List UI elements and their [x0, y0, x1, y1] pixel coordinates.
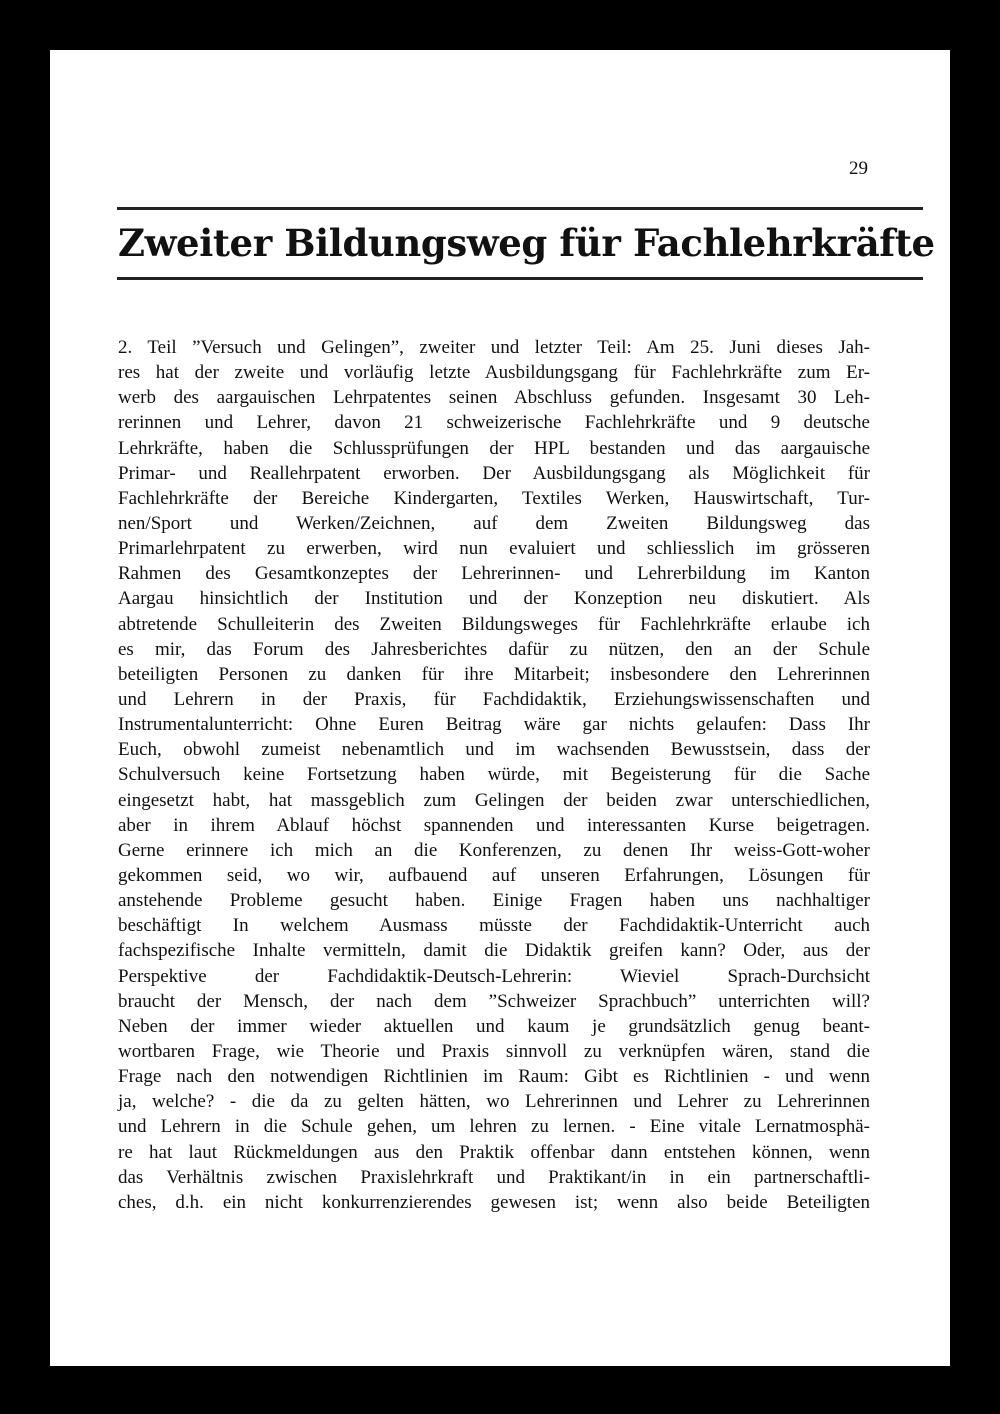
body-line: Perspektive der Fachdidaktik-Deutsch-Lehrerin: Wieviel Sprach-Durchsicht	[118, 965, 870, 987]
body-line: Lehrkräfte, haben die Schlussprüfungen der HPL bestanden und das aargauische	[118, 437, 870, 459]
body-line: Neben der immer wieder aktuellen und kaum je grundsätzlich genug beant-	[118, 1015, 870, 1037]
body-line: braucht der Mensch, der nach dem ”Schweizer Sprachbuch” unterrichten will?	[118, 990, 870, 1012]
body-line: Primar- und Reallehrpatent erworben. Der Ausbildungsgang als Möglichkeit für	[118, 462, 870, 484]
body-line: Gerne erinnere ich mich an die Konferenzen, zu denen Ihr weiss-Gott-woher	[118, 839, 870, 861]
body-line: anstehende Probleme gesucht haben. Einige Fragen haben uns nachhaltiger	[118, 890, 870, 912]
body-line: Frage nach den notwendigen Richtlinien im Raum: Gibt es Richtlinien - und wenn	[118, 1066, 870, 1088]
document-page	[50, 50, 950, 1366]
title-rule-bottom	[117, 277, 923, 280]
body-line: nen/Sport und Werken/Zeichnen, auf dem Zweiten Bildungsweg das	[118, 512, 870, 534]
body-line: wortbaren Frage, wie Theorie und Praxis sinnvoll zu verknüpfen wären, stand die	[118, 1040, 870, 1062]
body-line: Primarlehrpatent zu erwerben, wird nun evaluiert und schliesslich im grösseren	[118, 538, 870, 560]
body-line: Aargau hinsichtlich der Institution und der Konzeption neu diskutiert. Als	[118, 588, 870, 610]
body-line: gekommen seid, wo wir, aufbauend auf unseren Erfahrungen, Lösungen für	[118, 864, 870, 886]
body-line: Instrumentalunterricht: Ohne Euren Beitrag wäre gar nichts gelaufen: Dass Ihr	[118, 714, 870, 736]
body-line: fachspezifische Inhalte vermitteln, damit die Didaktik greifen kann? Oder, aus der	[118, 940, 870, 962]
body-line: ja, welche? - die da zu gelten hätten, wo Lehrerinnen und Lehrer zu Lehrerinnen	[118, 1091, 870, 1113]
body-line: abtretende Schulleiterin des Zweiten Bildungsweges für Fachlehrkräfte erlaube ich	[118, 613, 870, 635]
body-line: eingesetzt habt, hat massgeblich zum Gelingen der beiden zwar unterschiedlichen,	[118, 789, 870, 811]
body-line: re hat laut Rückmeldungen aus den Praktik offenbar dann entstehen können, wenn	[118, 1141, 870, 1163]
body-line: ches, d.h. ein nicht konkurrenzierendes gewesen ist; wenn also beide Beteiligten	[118, 1191, 870, 1213]
body-line: beteiligten Personen zu danken für ihre Mitarbeit; insbesondere den Lehrerinnen	[118, 663, 870, 685]
body-line: beschäftigt In welchem Ausmass müsste der Fachdidaktik-Unterricht auch	[118, 915, 870, 937]
body-line: 2. Teil ”Versuch und Gelingen”, zweiter und letzter Teil: Am 25. Juni dieses Jah-	[118, 337, 870, 358]
body-line: und Lehrern in die Schule gehen, um lehren zu lernen. - Eine vitale Lernatmosphä-	[118, 1116, 870, 1138]
body-line: rerinnen und Lehrer, davon 21 schweizerische Fachlehrkräfte und 9 deutsche	[118, 412, 870, 434]
body-line: Fachlehrkräfte der Bereiche Kindergarten, Textiles Werken, Hauswirtschaft, Tur-	[118, 487, 870, 509]
body-line: das Verhältnis zwischen Praxislehrkraft und Praktikant/in in ein partnerschaftli-	[118, 1166, 870, 1188]
body-line: und Lehrern in der Praxis, für Fachdidaktik, Erziehungswissenschaften und	[118, 688, 870, 710]
body-line: res hat der zweite und vorläufig letzte Ausbildungsgang für Fachlehrkräfte zum Er-	[118, 362, 870, 384]
body-text	[118, 335, 870, 1215]
body-line: aber in ihrem Ablauf höchst spannenden und interessanten Kurse beigetragen.	[118, 814, 870, 836]
body-line: Rahmen des Gesamtkonzeptes der Lehrerinnen- und Lehrerbildung im Kanton	[118, 563, 870, 585]
body-line: Euch, obwohl zumeist nebenamtlich und im wachsenden Bewusstsein, dass der	[118, 739, 870, 761]
body-line: werb des aargauischen Lehrpatentes seinen Abschluss gefunden. Insgesamt 30 Leh-	[118, 387, 870, 409]
title-rule-top	[117, 207, 923, 210]
body-line: Schulversuch keine Fortsetzung haben würde, mit Begeisterung für die Sache	[118, 764, 870, 786]
body-line: es mir, das Forum des Jahresberichtes dafür zu nützen, den an der Schule	[118, 638, 870, 660]
page-number: 29	[849, 158, 868, 179]
page-title: Zweiter Bildungsweg für Fachlehrkräfte	[118, 221, 935, 265]
